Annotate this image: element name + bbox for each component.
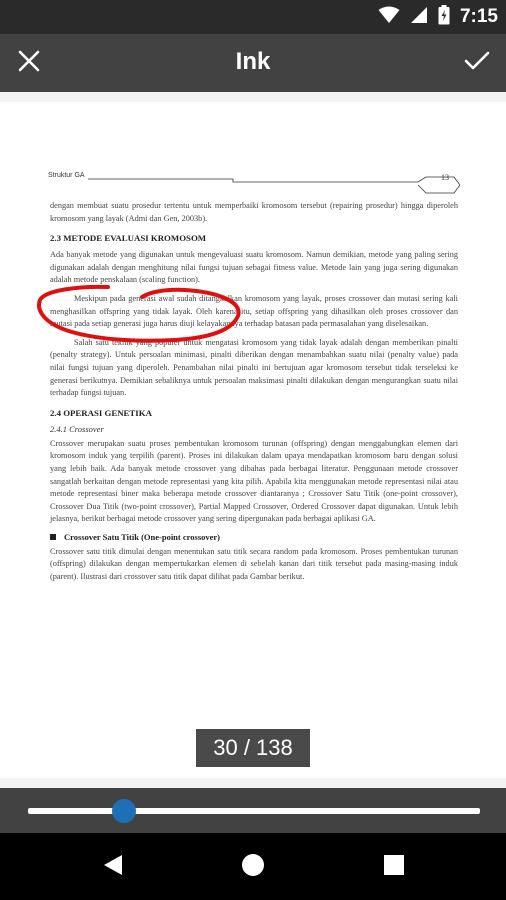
paragraph: Crossover merupakan suatu proses pembentukan kromosom turunan (offspring) dengan menggabungkan elemen dari kromosom induk yang terpilih (parent). Proses ini dilakukan dalam upaya mendapatkan kromosom baru dengan solusi yang lebih baik. Ada banyak metode crossover yang dibahas pada berbagai literatur. Penggunaan metode crossover sangatlah berkaitan dengan metode representasi yang kita pilih. Apabila kita menggunakan metode representasi nilai atau metode representasi biner maka beberapa metode crossover diantaranya ; Crossover Satu Titik (one-point crossover), Crossover Dua Titik (two-point crossover), Partial Mapped Crossover, Ordered Crossover dapat digunakan. Untuk lebih jelasnya, berikut berbagai metode crossover yang sering dipergunakan pada berbagai aplikasi GA. bbox=[50, 438, 458, 524]
status-time: 7:15 bbox=[459, 6, 498, 27]
recents-icon bbox=[383, 854, 405, 881]
page-slider[interactable] bbox=[0, 788, 506, 833]
paragraph: Crossover satu titik dimulai dengan menentukan satu titik secara random pada kromosom. Proses pembentukan turunan (offspring) dilakukan dengan mempertukarkan elemen di sebelah kanan dari titik tersebut pada masing-masing induk (parent). Ilustrasi dari crossover satu titik dapat dilihat pada Gambar berikut. bbox=[50, 546, 458, 582]
app-title: Ink bbox=[235, 48, 271, 75]
paragraph: Ada banyak metode yang digunakan untuk mengevaluasi suatu kromosom. Namun demikian, metode yang paling sering digunakan adalah dengan menghitung nilai fungsi tujuan sebagai fitness value. Metode lain yang juga sering digunakan adalah metode penskalaan (scaling function). bbox=[50, 250, 458, 285]
back-button[interactable] bbox=[99, 853, 127, 881]
document-viewer[interactable] bbox=[0, 92, 506, 788]
signal-icon bbox=[410, 6, 428, 29]
battery-icon bbox=[438, 5, 450, 30]
bullet-icon bbox=[50, 534, 56, 540]
paragraph: dengan membuat suatu prosedur tertentu untuk memperbaiki kromosom tersebut (repairing prosedur) hingga diperoleh kromosom yang layak (Admi dan Gen, 2003b). bbox=[50, 201, 458, 223]
slider-thumb[interactable] bbox=[112, 799, 136, 823]
running-header: Struktur GA bbox=[48, 172, 85, 179]
check-icon bbox=[464, 50, 490, 77]
section-heading: 2.4 OPERASI GENETIKA bbox=[50, 407, 152, 418]
subsection-heading: 2.4.1 Crossover bbox=[50, 423, 104, 434]
paragraph: Meskipun pada generasi awal sudah ditangkalkan kromosom yang layak, proses crossover dan mutasi sering kali menghasilkan offspring yang tidak layak. Oleh karena itu, setiap offspring yang dihasilkan oleh proses crossover dan mutasi pada setiap generasi juga harus diuji kelayakannya terhadap batasan pada permasalahan yang diselesaikan. bbox=[50, 293, 458, 329]
page-header bbox=[48, 166, 460, 194]
bullet-heading-text: Crossover Satu Titik (One-point crossover) bbox=[64, 531, 220, 542]
section-heading: 2.3 METODE EVALUASI KROMOSOM bbox=[50, 233, 207, 244]
page-indicator: 30 / 138 bbox=[196, 729, 310, 767]
app-bar bbox=[0, 34, 506, 92]
header-rule bbox=[88, 175, 460, 203]
home-icon bbox=[241, 853, 265, 882]
status-bar bbox=[0, 0, 506, 34]
page-number: 13 bbox=[441, 173, 449, 182]
home-button[interactable] bbox=[239, 853, 267, 881]
recents-button[interactable] bbox=[380, 853, 408, 881]
bullet-heading bbox=[50, 532, 458, 542]
document-page[interactable] bbox=[0, 102, 506, 778]
back-icon bbox=[102, 853, 124, 882]
paragraph: Salah satu teknik yang populer untuk mengatasi kromosom yang tidak layak adalah dengan memberikan pinalti (penalty strategy). Untuk persoalan minimasi, pinalti diberikan dengan menambahkan suatu nilai (penalty value) pada nilai fungsi tujuan yang diperoleh. Penambahan nilai pinalti ini bertujuan agar kromosom tersebut tidak terseleksi ke generasi berikutnya. Demikian sebaliknya untuk persoalan maksimasi pinalti dilakukan dengan mengurangkan suatu nilai terhadap fungsi tujuan. bbox=[50, 337, 458, 398]
slider-track[interactable] bbox=[28, 808, 480, 814]
navigation-bar bbox=[0, 833, 506, 900]
status-icons bbox=[378, 6, 498, 28]
wifi-icon bbox=[378, 6, 400, 29]
confirm-button[interactable] bbox=[458, 44, 496, 82]
document-text bbox=[50, 200, 458, 590]
